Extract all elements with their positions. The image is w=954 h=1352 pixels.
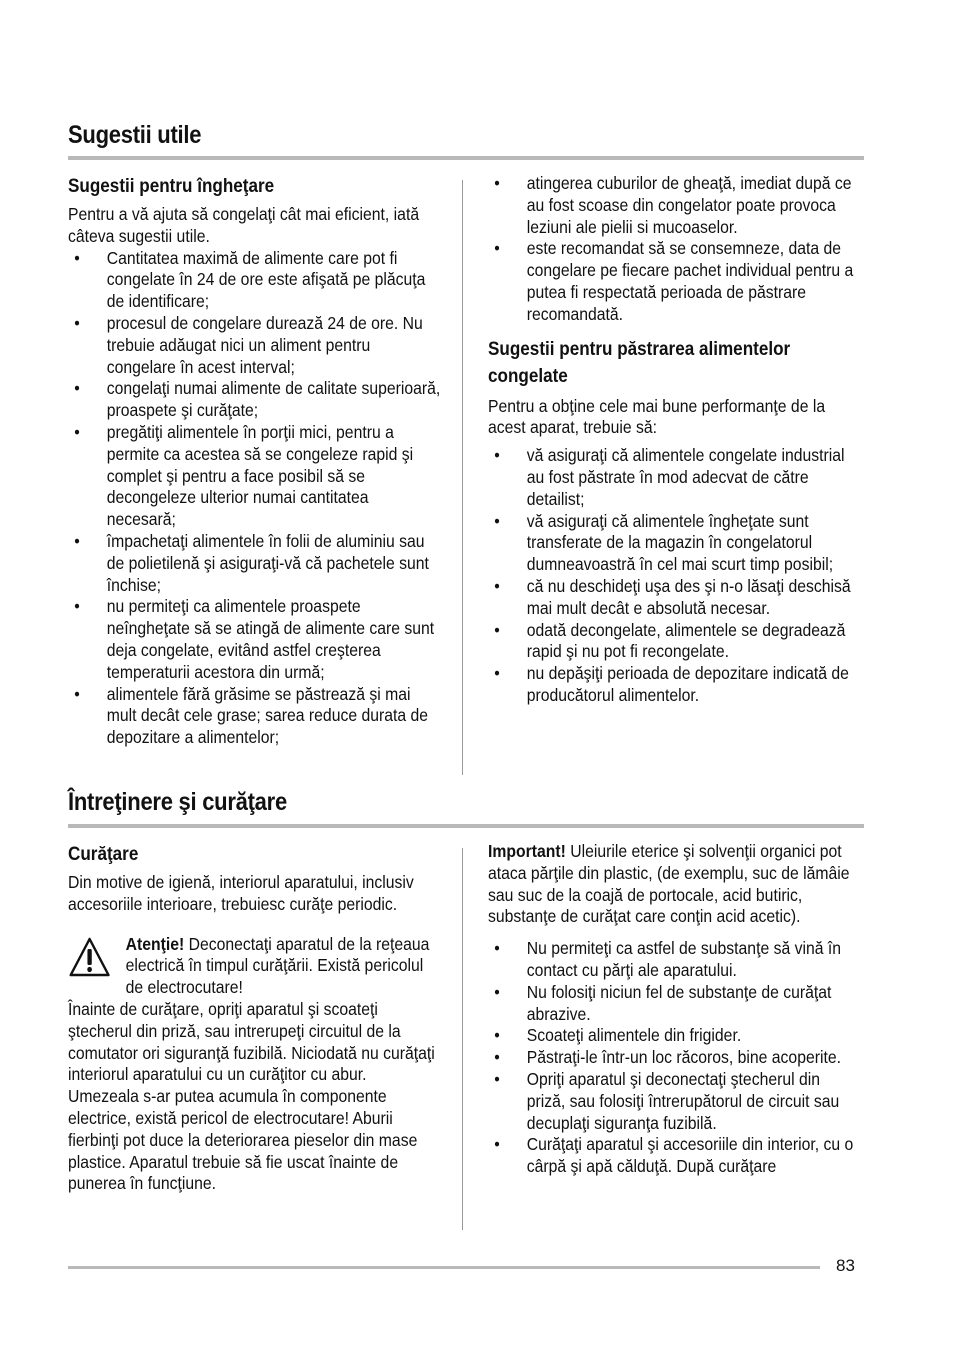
list-item: • odată decongelate, alimentele se degradează rapid şi nu pot fi recongelate. <box>488 620 861 664</box>
list-item: • nu depăşiţi perioada de depozitare indicată de producătorul alimentelor. <box>488 663 861 707</box>
list-item: • Scoateţi alimentele din frigider. <box>488 1025 861 1047</box>
warning-label: Atenţie! <box>125 933 185 954</box>
freeze-tips-heading: Sugestii pentru îngheţare <box>68 176 275 197</box>
cleaning-column <box>68 841 482 1195</box>
warning-text: Deconectaţi aparatul de la reţeaua electrică în timpul curăţării. Există pericolul de electrocutare! <box>125 933 430 998</box>
warning-triangle-icon <box>68 934 120 999</box>
storage-tips-list <box>488 445 861 707</box>
freeze-tips-list <box>68 248 441 749</box>
freeze-tips-intro: Pentru a vă ajuta să congelaţi cât mai eficient, iată câteva sugestii utile. <box>68 204 420 246</box>
cleaning-steps-list <box>488 938 861 1178</box>
list-item: • procesul de congelare durează 24 de ore. Nu trebuie adăugat nici un aliment pentru congelare în acest interval; <box>68 313 441 378</box>
list-item: • congelaţi numai alimente de calitate superioară, proaspete şi curăţate; <box>68 378 441 422</box>
freeze-tips-column <box>68 173 482 749</box>
list-item: • Păstraţi-le într-un loc răcoros, bine acoperite. <box>488 1047 861 1069</box>
storage-tips-column <box>488 173 902 707</box>
section-title-intretinere: Întreţinere şi curăţare <box>68 788 287 816</box>
list-item: • atingerea cuburilor de gheaţă, imediat după ce au fost scoase din congelator poate provoca leziuni ale pielii si mucoaselor. <box>488 173 861 238</box>
list-item: • împachetaţi alimentele în folii de aluminiu sau de polietilenă şi asiguraţi-vă că pachetele sunt închise; <box>68 531 441 596</box>
important-text: Uleiurile eterice şi solvenţii organici pot ataca părţile din plastic, (de exemplu, suc de lămâie sau suc de la coajă de portocale, acid butiric, substanţe de curăţat care conţin acid acetic). <box>488 841 850 927</box>
list-item: • alimentele fără grăsime se păstrează şi mai mult decât cele grase; sarea reduce durata de depozitare a alimentelor; <box>68 684 441 749</box>
cleaning-heading: Curăţare <box>68 844 139 865</box>
list-item: • nu permiteţi ca alimentele proaspete neîngheţate să se atingă de alimente care sunt deja congelate, evitând astfel creşterea temperaturii acestora din urmă; <box>68 596 441 683</box>
important-label: Important! <box>488 841 566 861</box>
column-divider <box>462 180 463 775</box>
important-column <box>488 841 902 1178</box>
section-rule <box>68 824 864 828</box>
column-divider <box>462 848 463 1230</box>
list-item: • vă asiguraţi că alimentele îngheţate sunt transferate de la magazin în congelatorul dumneavoastră în cel mai scurt timp posibil; <box>488 511 861 576</box>
page-number: 83 <box>836 1256 855 1275</box>
list-item: • Opriţi aparatul şi deconectaţi ştecherul din priză, sau folosiţi întrerupătorul de circuit sau decuplaţi siguranţa fuzibilă. <box>488 1069 861 1134</box>
cleaning-body: Înainte de curăţare, opriţi aparatul şi scoateţi ştecherul din priză, sau intrerupeţi circuitul de la comutator ori siguranţă fuzibilă. Niciodată nu curăţaţi interiorul aparatului cu un curăţitor cu abur. Umezeala s-ar putea acumula în componente electrice, există pericol de electrocutare! Aburii fierbinţi pot duce la deteriorarea pieselor din mase plastice. Aparatul trebuie să fie uscat înainte de punerea în funcţiune. <box>68 998 435 1194</box>
list-item: • Nu permiteţi ca astfel de substanţe să vină în contact cu părţi ale aparatului. <box>488 938 861 982</box>
section-rule <box>68 156 864 160</box>
freeze-tips-continued-list <box>488 173 861 326</box>
list-item: • că nu deschideţi uşa des şi n-o lăsaţi deschisă mai mult decât e absolută necesar. <box>488 576 861 620</box>
list-item: • pregătiţi alimentele în porţii mici, pentru a permite ca acestea să se congeleze rapid şi complet şi pentru a face posibil să se decongeleze ulterior numai cantitatea necesară; <box>68 422 441 531</box>
list-item: • Cantitatea maximă de alimente care pot fi congelate în 24 de ore este afişată pe plăcuţa de identificare; <box>68 248 441 313</box>
list-item: • Nu folosiţi niciun fel de substanţe de curăţat abrazive. <box>488 982 861 1026</box>
warning-block <box>68 934 441 999</box>
footer-rule <box>68 1266 820 1269</box>
storage-tips-intro: Pentru a obţine cele mai bune performanţe de la acest aparat, trebuie să: <box>488 395 826 438</box>
storage-tips-heading: Sugestii pentru păstrarea alimentelor congelate <box>488 338 791 387</box>
list-item: • este recomandat să se consemneze, data de congelare pe fiecare pachet individual pentru a putea fi respectată perioada de păstrare recomandată. <box>488 238 861 325</box>
list-item: • vă asiguraţi că alimentele congelate industrial au fost păstrate în mod adecvat de către detailist; <box>488 445 861 510</box>
cleaning-intro: Din motive de igienă, interiorul aparatului, inclusiv accesoriile interioare, trebuiesc curăţe periodic. <box>68 872 414 914</box>
section-title-sugestii: Sugestii utile <box>68 121 202 149</box>
list-item: • Curăţaţi aparatul şi accesoriile din interior, cu o cârpă şi apă călduţă. După curăţare <box>488 1134 861 1178</box>
